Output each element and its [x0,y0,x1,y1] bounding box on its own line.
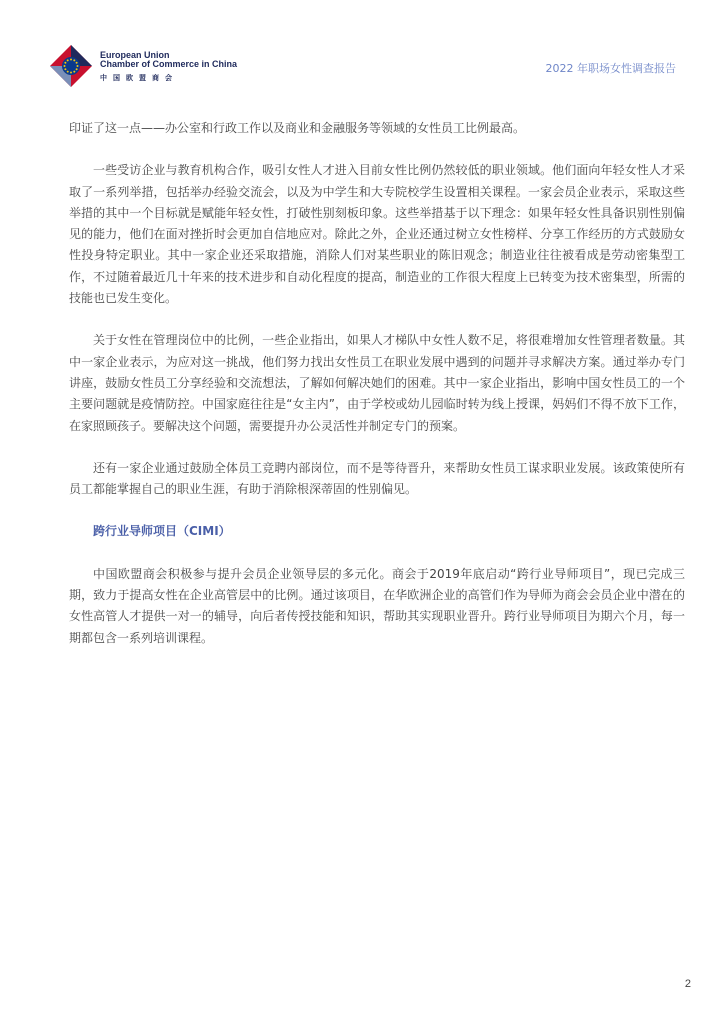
page-header [0,0,724,95]
page-number: 2 [684,978,691,990]
org-name-en-line1: European Union [100,50,170,60]
body-paragraph: 还有一家企业通过鼓励全体员工竞聘内部岗位，而不是等待晋升，来帮助女性员工谋求职业发展。该政策使所有员工都能掌握自己的职业生涯，有助于消除根深蒂固的性别偏见。 [69,460,685,497]
org-name-cn: 中国欧盟商会 [100,74,178,82]
body-paragraph: 一些受访企业与教育机构合作，吸引女性人才进入目前女性比例仍然较低的职业领域。他们面向年轻女性人才采取了一系列举措，包括举办经验交流会，以及为中学生和大专院校学生设置相关课程。一家会员企业表示，采取这些举措的其中一个目标就是赋能年轻女性，打破性别刻板印象。这些举措基于以下理念：如果年轻女性具备识别性别偏见的能力，他们在面对挫折时会更加自信地应对。除此之外，企业还通过树立女性榜样、分享工作经历的方式鼓励女性投身特定职业。其中一家企业还采取措施，消除人们对某些职业的陈旧观念；制造业往往被看成是劳动密集型工作，不过随着最近几十年来的技术进步和自动化程度的提高，制造业的工作很大程度上已转变为技术密集型，所需的技能也已发生变化。 [69,163,685,306]
org-name-en-line2: Chamber of Commerce in China [100,59,238,69]
organization-name [100,51,237,83]
body-paragraph: 关于女性在管理岗位中的比例，一些企业指出，如果人才梯队中女性人数不足，将很难增加女性管理者数量。其中一家企业表示，为应对这一挑战，他们努力找出女性员工在职业发展中遇到的问题并寻求解决方案。通过举办专门讲座，鼓励女性员工分享经验和交流想法，了解如何解决她们的困难。其中一家企业指出，影响中国女性员工的一个主要问题就是疫情防控。中国家庭往往是“女主内”，由于学校或幼儿园临时转为线上授课，妈妈们不得不放下工作，在家照顾孩子。要解决这个问题，需要提升办公灵活性并制定专门的预案。 [69,333,685,433]
eu-chamber-logo-icon [49,44,93,88]
body-paragraph: 印证了这一点——办公室和行政工作以及商业和金融服务等领域的女性员工比例最高。 [69,121,526,135]
section-heading: 跨行业导师项目（CIMI） [93,524,231,539]
section-paragraph: 中国欧盟商会积极参与提升会员企业领导层的多元化。商会于2019年底启动“跨行业导师项目”，现已完成三期，致力于提高女性在企业高管层中的比例。通过该项目，在华欧洲企业的高管们作为导师为商会会员企业中潜在的女性高管人才提供一对一的辅导，向后者传授技能和知识，帮助其实现职业晋升。跨行业导师项目为期六个月，每一期都包含一系列培训课程。 [69,566,685,645]
document-body [69,118,685,670]
report-title: 2022 年职场女性调查报告 [545,62,676,75]
